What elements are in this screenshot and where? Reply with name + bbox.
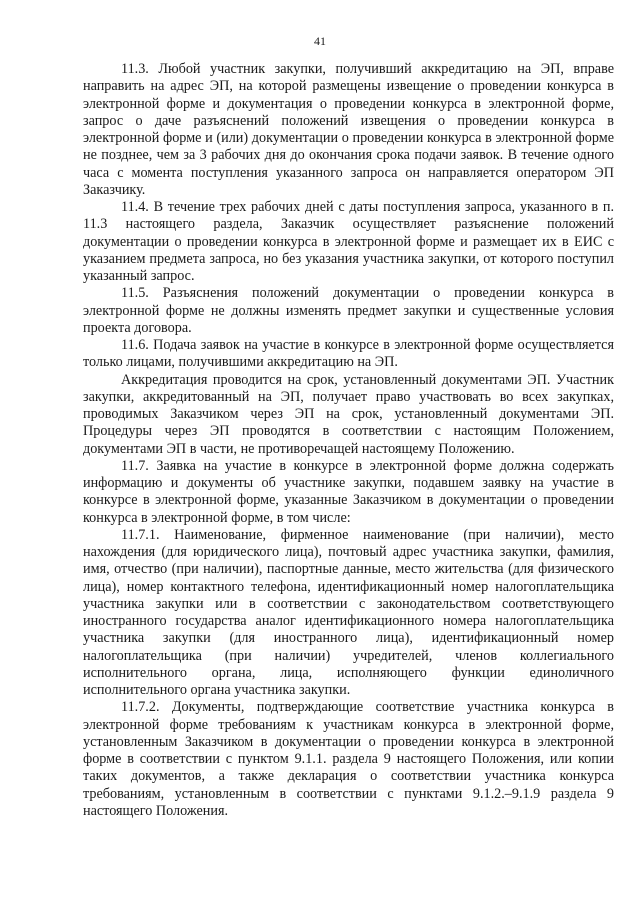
paragraph-11-3: 11.3. Любой участник закупки, получивший аккредитацию на ЭП, вправе направить на адрес ЭП, на которой размещены извещение о проведении конкурса в электронной форме и документация о проведении конкурса в электронной форме, запрос о даче разъяснений положений извещения о проведении конкурса в электронной форме и (или) документации о проведении конкурса в электронной форме не позднее, чем за 3 рабочих дня до окончания срока подачи заявок. В течение одного часа с момента поступления указанного запроса он направляется оператором ЭП Заказчику. [83, 61, 614, 198]
paragraph-11-7: 11.7. Заявка на участие в конкурсе в электронной форме должна содержать информацию и документы об участнике закупки, подавшем заявку на участие в конкурсе в электронной форме, указанные Заказчиком в документации о проведении конкурса в электронной форме, в том числе: [83, 457, 614, 526]
paragraph-accreditation: Аккредитация проводится на срок, установленный документами ЭП. Участник закупки, аккредитованный на ЭП, получает право участвовать во всех закупках, проводимых Заказчиком через ЭП на срок, установленный документами ЭП. Процедуры через ЭП проводятся в соответствии с настоящим Положением, документами ЭП в части, не противоречащей настоящему Положению. [83, 371, 614, 457]
paragraph-11-7-1: 11.7.1. Наименование, фирменное наименование (при наличии), место нахождения (для юридического лица), почтовый адрес участника закупки, фамилия, имя, отчество (при наличии), паспортные данные, место жительства (для физического лица), номер контактного телефона, идентификационный номер налогоплательщика участника закупки или в соответствии с законодательством соответствующего иностранного государства аналог идентификационного номера налогоплательщика участника закупки (для иностранного лица), идентификационный номер налогоплательщика (при наличии) учредителей, членов коллегиального исполнительного органа, лица, исполняющего функции единоличного исполнительного органа участника закупки. [83, 526, 614, 698]
paragraph-11-7-2: 11.7.2. Документы, подтверждающие соответствие участника конкурса в электронной форме требованиям к участникам конкурса в электронной форме, установленным Заказчиком в документации о проведении конкурса в электронной форме в соответствии с пунктом 9.1.1. раздела 9 настоящего Положения, или копии таких документов, а также декларация о соответствии участника конкурса требованиям, установленным в соответствии с пунктами 9.1.2.–9.1.9 раздела 9 настоящего Положения. [83, 699, 614, 819]
paragraph-11-5: 11.5. Разъяснения положений документации о проведении конкурса в электронной форме не должны изменять предмет закупки и существенные условия проекта договора. [83, 285, 614, 336]
document-body [83, 61, 614, 820]
paragraph-11-4: 11.4. В течение трех рабочих дней с даты поступления запроса, указанного в п. 11.3 настоящего раздела, Заказчик осуществляет разъяснение положений документации о проведении конкурса в электронной форме и размещает их в ЕИС с указанием предмета запроса, но без указания участника закупки, от которого поступил указанный запрос. [83, 199, 614, 284]
paragraph-11-6: 11.6. Подача заявок на участие в конкурсе в электронной форме осуществляется только лицами, получившими аккредитацию на ЭП. [83, 337, 614, 371]
page-number: 41 [314, 34, 326, 48]
